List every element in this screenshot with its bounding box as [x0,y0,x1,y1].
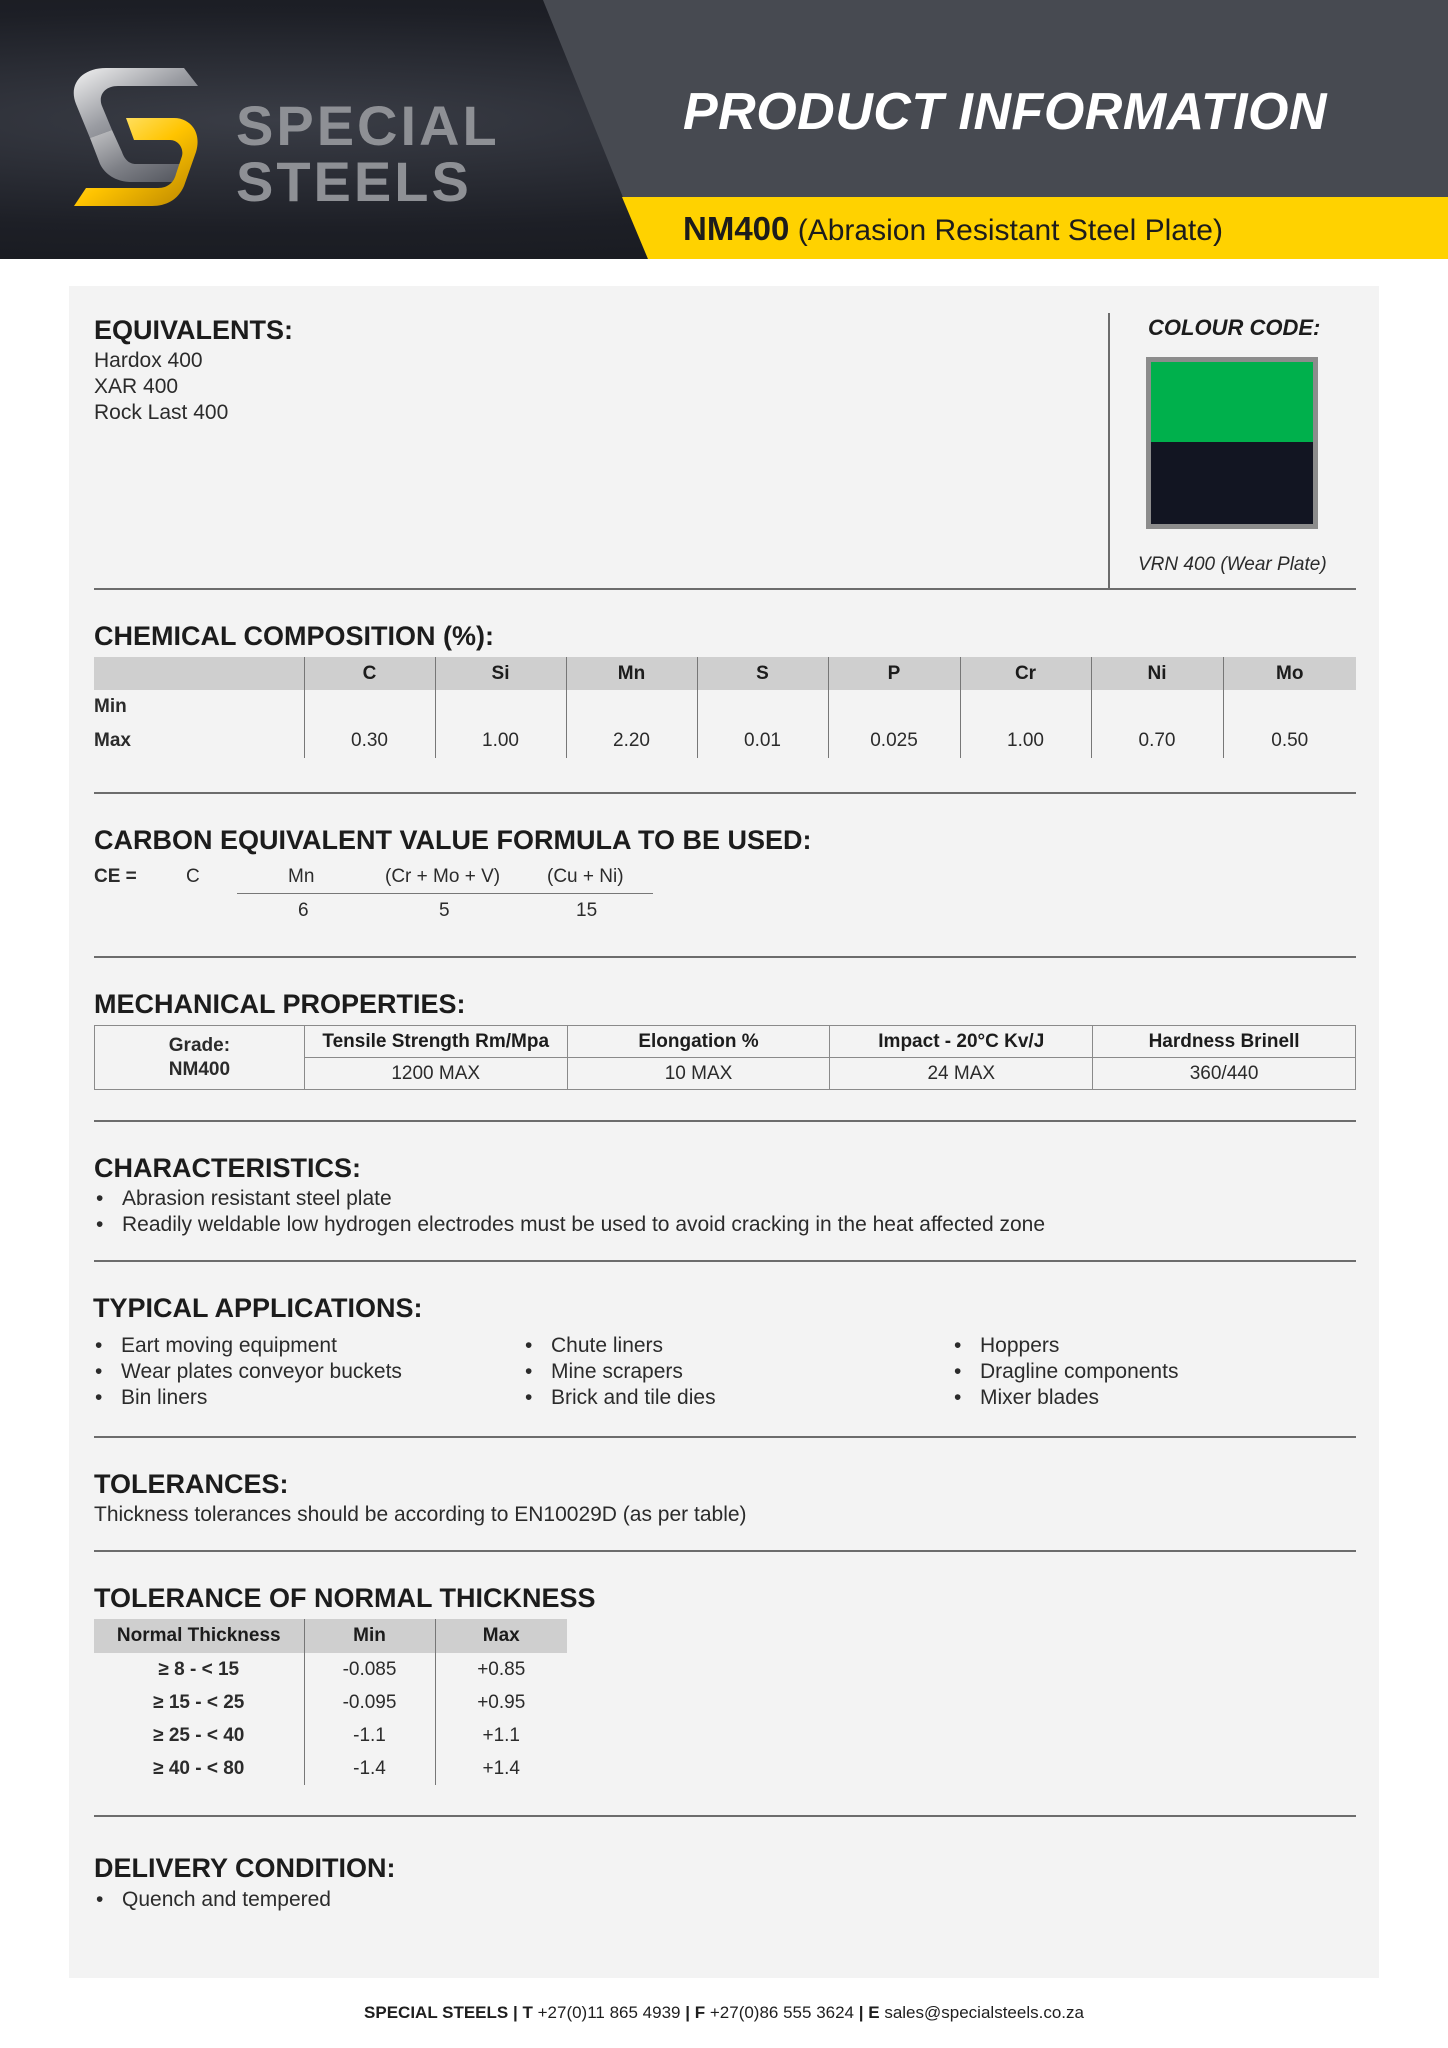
table-row-label: Max [94,730,131,751]
table-cell: 1.00 [435,724,566,758]
divider [94,1436,1356,1438]
chemical-col-header: Ni [1091,657,1223,690]
list-item: • Dragline components [952,1359,1178,1385]
product-subtitle [683,210,1223,248]
table-cell: -0.085 [304,1653,435,1686]
colour-swatch-green [1151,362,1313,442]
grade-label: Grade: [168,1034,231,1056]
colour-divider [1108,313,1110,589]
brand-line-2: STEELS [236,150,472,213]
list-item: • Readily weldable low hydrogen electrodes must be used to avoid cracking in the heat affected zone [94,1212,1045,1238]
table-cell [960,690,1091,724]
thickness-header-row [94,1619,567,1653]
ce-denominator: 6 [298,900,309,921]
table-cell: ≥ 15 - < 25 [153,1691,245,1713]
mechanical-col-header: Elongation % [567,1026,830,1058]
grade-value: NM400 [168,1058,231,1080]
table-cell [697,690,828,724]
mechanical-col-header: Tensile Strength Rm/Mpa [304,1026,567,1058]
table-cell: 0.30 [304,724,435,758]
table-cell: -1.1 [304,1719,435,1752]
chemical-heading: CHEMICAL COMPOSITION (%): [94,621,494,651]
thickness-table [94,1619,567,1785]
table-cell: 24 MAX [830,1058,1093,1090]
page-title: PRODUCT INFORMATION [683,83,1328,141]
divider [94,956,1356,958]
table-cell: 0.50 [1223,724,1356,758]
product-code: NM400 [683,210,790,247]
chemical-col-header: Cr [960,657,1091,690]
table-cell: 1.00 [960,724,1091,758]
table-cell [435,690,566,724]
table-cell: +0.95 [435,1686,567,1719]
table-cell [1223,690,1356,724]
footer-email-label: E [868,2003,880,2022]
mechanical-header-row [95,1026,1356,1058]
ce-denominator: 15 [576,900,598,921]
table-cell: 2.20 [566,724,697,758]
applications-column-3 [952,1333,1178,1411]
product-description: (Abrasion Resistant Steel Plate) [797,214,1223,247]
ce-numerator: Mn [288,866,315,887]
footer-phone-label: T [522,2003,533,2022]
chemical-col-header: S [697,657,828,690]
ce-carbon-term: C [186,866,200,887]
table-row [94,1686,567,1719]
applications-column-2 [523,1333,716,1411]
brand-wordmark [236,94,500,213]
thickness-col-header: Min [304,1619,435,1653]
table-cell: +0.85 [435,1653,567,1686]
table-cell: ≥ 25 - < 40 [153,1724,245,1746]
list-item: • Abrasion resistant steel plate [94,1186,1045,1212]
carbon-equivalent-heading: CARBON EQUIVALENT VALUE FORMULA TO BE USED: [94,825,812,855]
applications-column-1 [93,1333,402,1411]
divider [94,792,1356,794]
mechanical-col-header: Impact - 20°C Kv/J [830,1026,1093,1058]
characteristics-list [94,1186,1045,1238]
footer-email[interactable]: sales@specialsteels.co.za [884,2003,1084,2022]
footer-company: SPECIAL STEELS [364,2003,509,2022]
thickness-heading: TOLERANCE OF NORMAL THICKNESS [94,1583,596,1613]
grade-cell [95,1026,305,1090]
table-cell: 0.70 [1091,724,1223,758]
divider [94,1120,1356,1122]
brand-line-1: SPECIAL [236,94,500,157]
chemical-col-header: Mn [566,657,697,690]
tolerances-text: Thickness tolerances should be according to EN10029D (as per table) [94,1503,747,1526]
page-header [0,0,1448,259]
table-cell [566,690,697,724]
table-cell: +1.4 [435,1752,567,1785]
thickness-col-header: Normal Thickness [94,1619,304,1653]
tolerances-heading: TOLERANCES: [94,1469,289,1499]
divider [94,588,1356,590]
chemical-row-max [94,724,1356,758]
mechanical-table [94,1025,1356,1090]
ce-numerator: (Cu + Ni) [547,866,624,887]
colour-code-heading: COLOUR CODE: [1148,315,1321,340]
equivalent-item: Hardox 400 [94,349,203,372]
equivalent-item: XAR 400 [94,375,179,398]
list-item: • Hoppers [952,1333,1178,1359]
table-cell: 0.01 [697,724,828,758]
chemical-corner [94,657,304,690]
list-item: • Wear plates conveyor buckets [93,1359,402,1385]
list-item: • Mine scrapers [523,1359,716,1385]
applications-heading: TYPICAL APPLICATIONS: [93,1293,423,1323]
equivalents-list [94,348,228,426]
footer-separator: | [512,2003,518,2022]
colour-code-swatch [1146,357,1318,529]
equivalent-item: Rock Last 400 [94,401,229,424]
list-item: • Bin liners [93,1385,402,1411]
chemical-col-header: C [304,657,435,690]
table-cell [304,690,435,724]
table-cell: -0.095 [304,1686,435,1719]
chemical-header-row [94,657,1356,690]
table-cell: 0.025 [828,724,960,758]
table-cell [828,690,960,724]
list-item: • Mixer blades [952,1385,1178,1411]
table-row [94,1719,567,1752]
ce-numerator: (Cr + Mo + V) [385,866,501,887]
table-cell: 10 MAX [567,1058,830,1090]
colour-swatch-black [1151,442,1313,524]
list-item: • Chute liners [523,1333,716,1359]
table-cell: 1200 MAX [304,1058,567,1090]
table-cell: 360/440 [1093,1058,1356,1090]
table-cell: ≥ 8 - < 15 [158,1658,240,1680]
table-row [94,1752,567,1785]
ce-denominator: 5 [439,900,450,921]
footer-fax: +27(0)86 555 3624 [709,2003,855,2022]
ce-label: CE = [94,866,137,887]
chemical-row-min [94,690,1356,724]
footer-separator: | [858,2003,864,2022]
list-item: • Brick and tile dies [523,1385,716,1411]
delivery-heading: DELIVERY CONDITION: [94,1853,396,1883]
thickness-col-header: Max [435,1619,567,1653]
chemical-table [94,657,1356,758]
list-item: • Eart moving equipment [93,1333,402,1359]
list-item: • Quench and tempered [94,1887,331,1913]
table-cell: +1.1 [435,1719,567,1752]
characteristics-heading: CHARACTERISTICS: [94,1153,361,1183]
equivalents-heading: EQUIVALENTS: [94,315,294,345]
colour-code-caption: VRN 400 (Wear Plate) [1138,554,1327,575]
page-footer [0,2003,1448,2023]
mechanical-col-header: Hardness Brinell [1093,1026,1356,1058]
divider [94,1260,1356,1262]
ce-fraction-line [237,893,653,894]
chemical-col-header: P [828,657,960,690]
table-cell [1091,690,1223,724]
delivery-list [94,1887,331,1913]
table-row-label: Min [94,696,127,717]
table-row [94,1653,567,1686]
footer-phone: +27(0)11 865 4939 [537,2003,681,2022]
table-cell: -1.4 [304,1752,435,1785]
divider [94,1815,1356,1817]
footer-separator: | [685,2003,690,2022]
chemical-col-header: Mo [1223,657,1356,690]
chemical-col-header: Si [435,657,566,690]
logo-s-icon [66,60,206,210]
table-cell: ≥ 40 - < 80 [153,1757,245,1779]
mechanical-heading: MECHANICAL PROPERTIES: [94,989,466,1019]
divider [94,1550,1356,1552]
footer-fax-label: F [694,2003,706,2022]
